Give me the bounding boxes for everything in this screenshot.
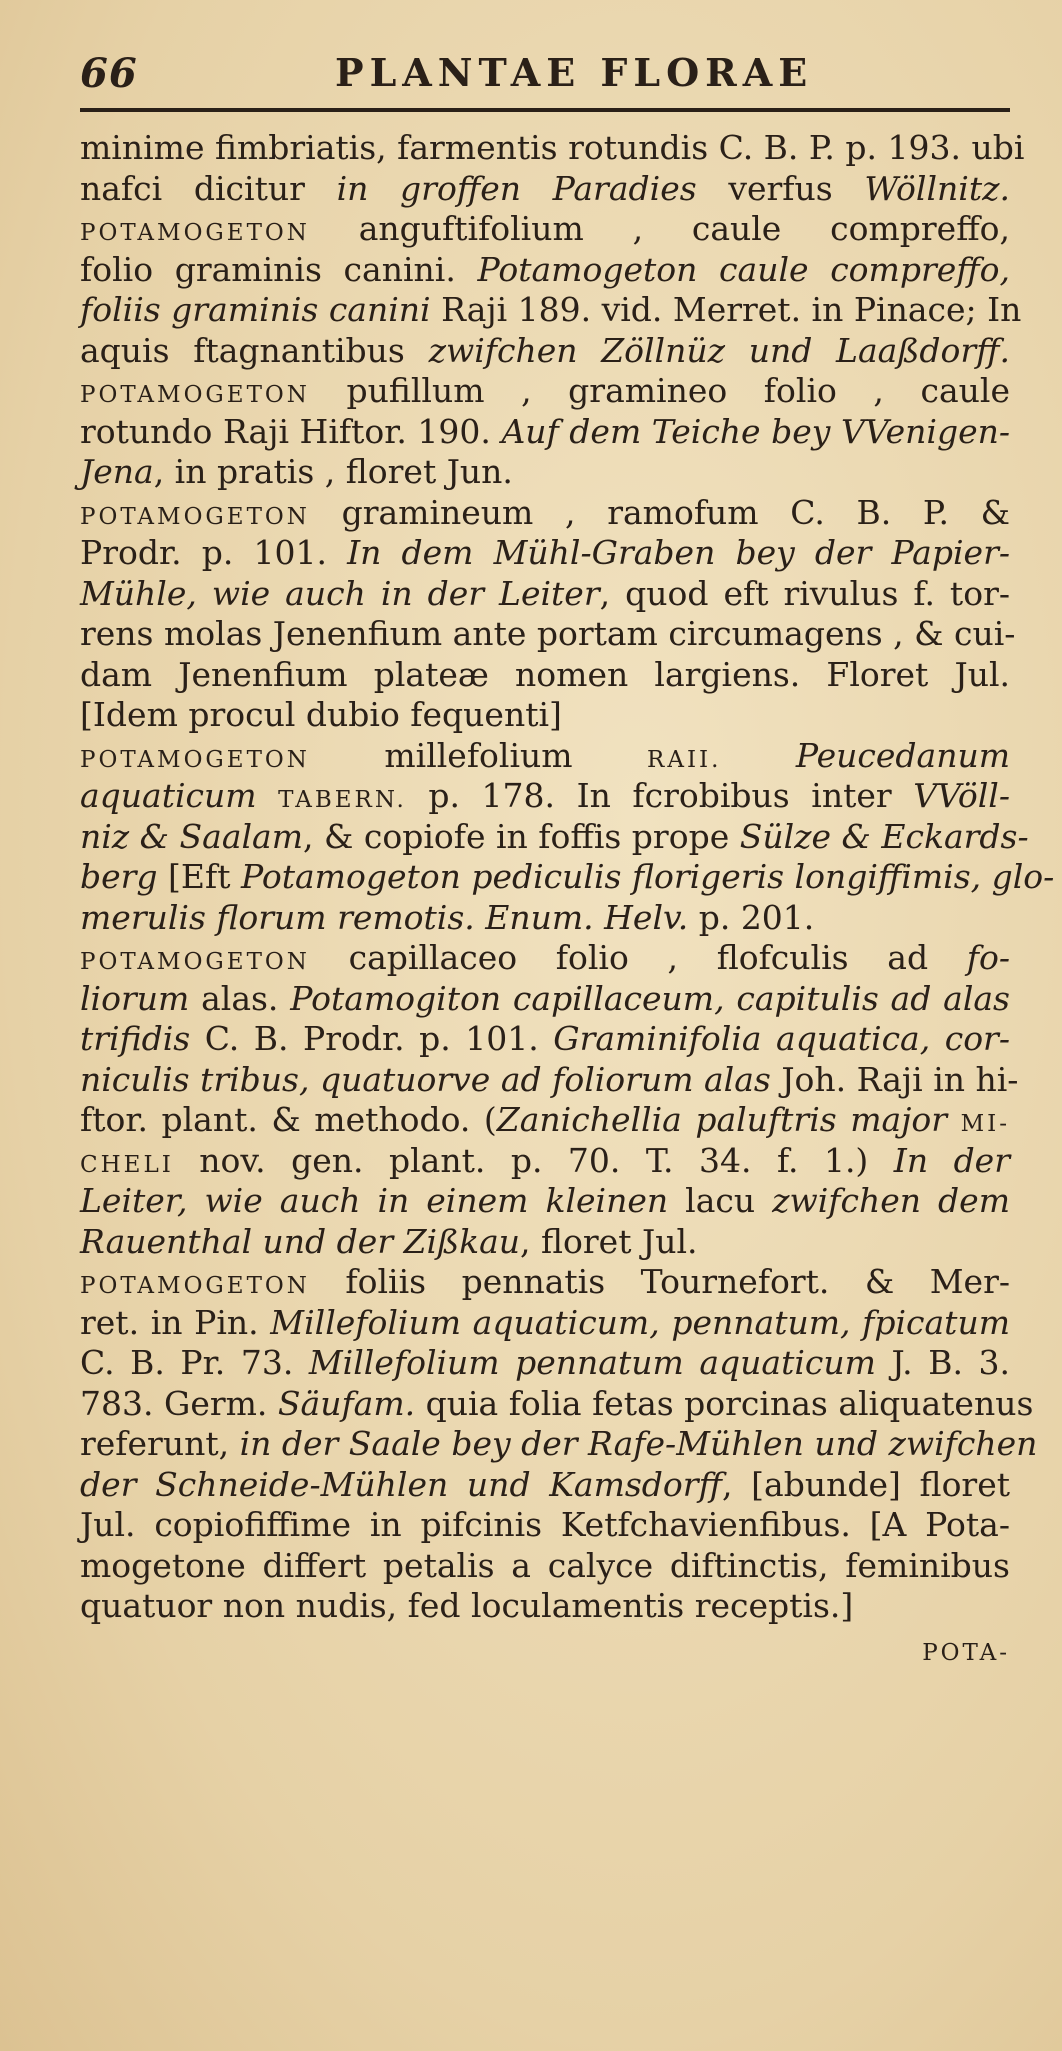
roman-text: [947, 1100, 961, 1139]
small-caps-text: POTAMOGETON: [80, 949, 310, 975]
text-line: [80, 1100, 1010, 1141]
roman-text: folio graminis canini.: [80, 249, 478, 289]
small-caps-text: RAII.: [647, 746, 722, 773]
text-line: [80, 1141, 1010, 1182]
italic-text: in der Saale bey der Rafe-Mühlen und zwifchen: [239, 1424, 1038, 1463]
text-line: [80, 736, 1010, 777]
roman-text: [721, 736, 795, 775]
roman-text: ret. in Pin.: [80, 1302, 271, 1342]
roman-text: minime fimbriatis, farmentis rotundis C. B. P. p. 193. ubi: [80, 128, 1025, 167]
text-line: [80, 371, 1010, 412]
text-line: [80, 128, 1025, 169]
text-line: [80, 1546, 1010, 1587]
header-rule: [80, 108, 1010, 112]
italic-text: zwifchen dem: [772, 1181, 1011, 1220]
roman-text: verfus: [696, 168, 865, 208]
roman-text: referunt,: [80, 1424, 240, 1463]
italic-text: Auf dem Teiche bey VVenigen-: [501, 411, 1011, 451]
roman-text: dam Jenenfium plateæ nomen largiens. Floret Jul.: [80, 654, 1010, 694]
roman-text: foliis pennatis Tournefort. & Mer-: [309, 1262, 1010, 1301]
text-line: [80, 1222, 1010, 1263]
roman-text: rens molas Jenenfium ante portam circumagens , & cui-: [80, 614, 1016, 653]
roman-text: , quod eft rivulus f. tor-: [599, 573, 1010, 613]
roman-text: [Eft: [157, 857, 241, 896]
small-caps-text: POTAMOGETON: [80, 382, 310, 408]
text-line: [80, 1586, 1010, 1627]
italic-text: in groffen Paradies: [336, 168, 697, 208]
italic-text: Millefolium aquaticum, pennatum, fpicatum: [270, 1302, 1010, 1342]
italic-text: berg: [80, 857, 158, 896]
italic-text: Sülze & Eckards-: [739, 816, 1029, 856]
roman-text: Raji 189. vid. Merret. in Pinace; In: [430, 290, 1022, 329]
italic-text: Potamogeton caule compreffo,: [477, 249, 1011, 289]
italic-text: Millefolium pennatum aquaticum: [308, 1343, 876, 1382]
italic-text: Potamogiton capillaceum, capitulis ad alas: [290, 978, 1010, 1018]
roman-text: Joh. Raji in hi-: [770, 1059, 1019, 1099]
roman-text: [257, 776, 279, 815]
roman-text: aquis ftagnantibus: [80, 330, 429, 370]
italic-text: niz & Saalam: [80, 816, 304, 856]
roman-text: C. B. Pr. 73.: [80, 1343, 309, 1382]
text-line: [80, 1505, 1010, 1546]
roman-text: quia folia fetas porcinas aliquatenus: [415, 1383, 1034, 1423]
italic-text: merulis florum remotis. Enum. Helv.: [80, 897, 689, 937]
roman-text: , in pratis , floret Jun.: [153, 452, 513, 491]
roman-text: quatuor non nudis, fed loculamentis receptis.]: [80, 1586, 854, 1625]
text-line: [80, 1262, 1010, 1303]
italic-text: trifidis: [80, 1019, 191, 1058]
text-line: [80, 412, 1010, 453]
running-head: PLANTAE FLORAE: [335, 50, 814, 95]
italic-text: Zanichellia paluftris major: [496, 1100, 948, 1139]
text-line: [80, 574, 1010, 615]
small-caps-text: TABERN.: [278, 787, 407, 813]
italic-text: Leiter, wie auch in einem kleinen: [80, 1181, 669, 1220]
small-caps-text: MI-: [960, 1111, 1010, 1137]
italic-text: niculis tribus, quatuorve ad foliorum alas: [80, 1059, 771, 1099]
text-line: [80, 290, 1022, 331]
text-line: [80, 695, 1010, 736]
catchword: POTA-: [922, 1639, 1010, 1666]
text-line: [80, 1424, 1038, 1465]
text-line: [80, 452, 1010, 493]
italic-text: Jena: [80, 452, 154, 491]
italic-text: VVöll-: [913, 776, 1010, 815]
small-caps-text: POTAMOGETON: [80, 220, 310, 246]
roman-text: 783. Germ.: [80, 1383, 278, 1423]
roman-text: rotundo Raji Hiftor. 190.: [80, 411, 502, 451]
text-line: [80, 614, 1016, 655]
roman-text: [Idem procul dubio fequenti]: [80, 695, 562, 734]
text-line: [80, 1059, 1019, 1101]
roman-text: p. 201.: [688, 897, 815, 937]
text-line: [80, 857, 1055, 898]
roman-text: Jul. copiofiffime in pifcinis Ketfchavienfibus. [A Pota-: [80, 1505, 1010, 1544]
roman-text: nov. gen. plant. p. 70. T. 34. f. 1.): [173, 1140, 894, 1180]
roman-text: millefolium: [309, 735, 648, 775]
roman-text: capillaceo folio , flofculis ad: [309, 938, 967, 977]
italic-text: Peucedanum: [795, 735, 1010, 775]
text-line: [80, 979, 1010, 1020]
italic-text: fo-: [966, 938, 1010, 977]
text-line: [80, 898, 1010, 939]
roman-text: mogetone differt petalis a calyce diftinctis, feminibus: [80, 1545, 1010, 1585]
italic-text: Mühle, wie auch in der Leiter: [80, 573, 600, 613]
text-line: [80, 533, 1010, 574]
italic-text: In dem Mühl-Graben bey der Papier-: [347, 533, 1010, 572]
page-number: 66: [80, 50, 138, 97]
text-line: [80, 1019, 1010, 1060]
small-caps-text: POTAMOGETON: [80, 503, 310, 530]
text-line: [80, 250, 1010, 291]
text-line: [80, 938, 1010, 979]
roman-text: nafci dicitur: [80, 168, 337, 208]
small-caps-text: POTAMOGETON: [80, 1273, 310, 1299]
text-line: [80, 1181, 1010, 1222]
roman-text: C. B. Prodr. p. 101.: [190, 1019, 554, 1058]
roman-text: ftor. plant. & methodo. (: [80, 1100, 497, 1139]
roman-text: alas.: [189, 978, 291, 1018]
text-line: [80, 1303, 1010, 1344]
italic-text: zwifchen Zöllnüz und Laaßdorff.: [428, 330, 1010, 370]
text-line: [80, 209, 1010, 250]
roman-text: pufillum , gramineo folio , caule: [309, 371, 1010, 410]
text-line: [80, 169, 1010, 210]
italic-text: liorum: [80, 978, 190, 1018]
roman-text: , floret Jul.: [520, 1221, 698, 1261]
italic-text: der Schneide-Mühlen und Kamsdorff: [80, 1464, 722, 1504]
roman-text: Prodr. p. 101.: [80, 533, 348, 572]
italic-text: Rauenthal und der Zißkau: [80, 1221, 521, 1261]
italic-text: aquaticum: [80, 776, 257, 815]
body-text: [80, 128, 1055, 1673]
text-line: [80, 1343, 1010, 1384]
italic-text: Graminifolia aquatica, cor-: [553, 1019, 1010, 1058]
text-line: [80, 1383, 1034, 1425]
roman-text: anguftifolium , caule compreffo,: [309, 209, 1010, 248]
text-line: [80, 776, 1010, 817]
roman-text: J. B. 3.: [875, 1343, 1010, 1382]
text-line: [80, 1465, 1010, 1506]
italic-text: Säufam.: [277, 1383, 416, 1423]
roman-text: , [abunde] floret: [721, 1464, 1010, 1504]
text-line: [80, 655, 1010, 696]
roman-text: p. 178. In fcrobibus inter: [406, 776, 914, 815]
italic-text: Wöllnitz.: [864, 168, 1010, 208]
text-line: [80, 493, 1010, 534]
italic-text: In der: [893, 1140, 1010, 1180]
roman-text: , & copiofe in foffis prope: [303, 816, 740, 856]
small-caps-text: CHELI: [80, 1151, 174, 1178]
text-line: [80, 816, 1029, 858]
italic-text: foliis graminis canini: [80, 290, 431, 329]
page-header: [80, 40, 1010, 100]
text-line: [80, 331, 1010, 372]
roman-text: lacu: [668, 1181, 773, 1220]
italic-text: Potamogeton pediculis florigeris longiffimis, glo-: [240, 857, 1055, 896]
small-caps-text: POTAMOGETON: [80, 746, 310, 773]
roman-text: gramineum , ramofum C. B. P. &: [309, 492, 1010, 532]
